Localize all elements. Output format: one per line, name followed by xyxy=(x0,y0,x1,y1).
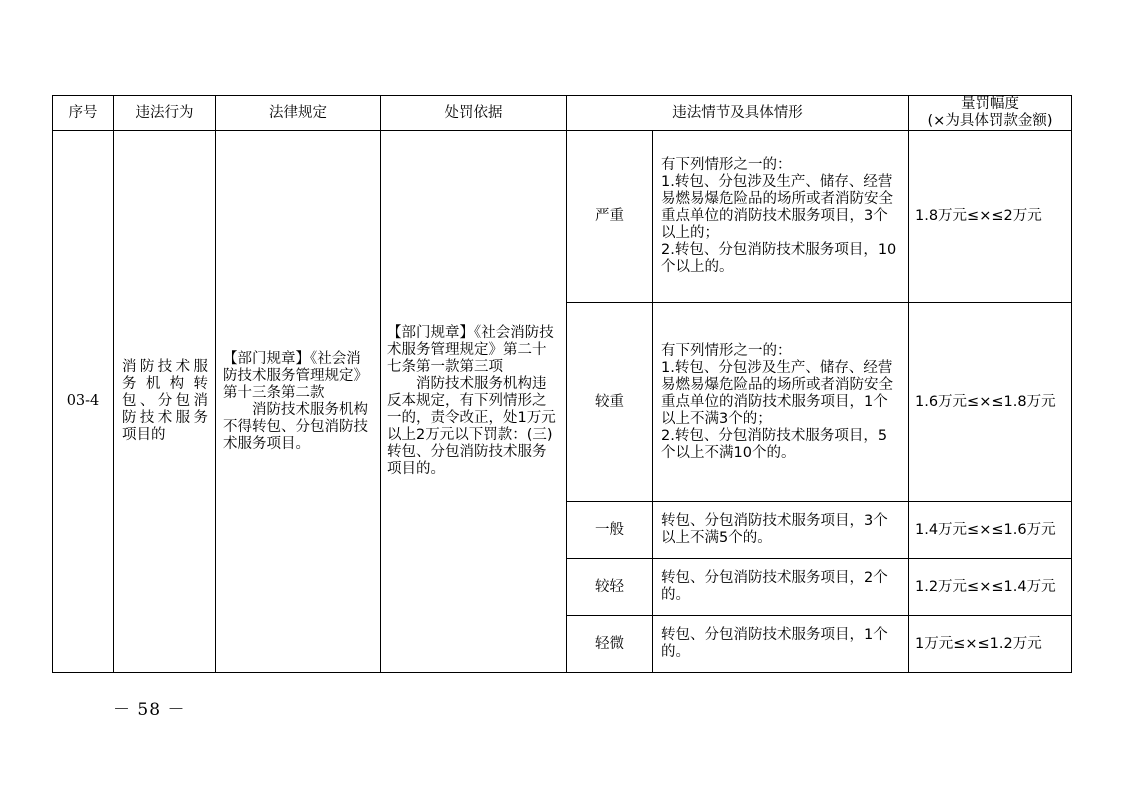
header-serial: 序号 xyxy=(53,96,114,131)
amount-cell: 1万元≤×≤1.2万元 xyxy=(909,616,1072,673)
circumstance-line: 有下列情形之一的： xyxy=(661,157,792,173)
level-cell: 较重 xyxy=(567,303,653,502)
amount-cell: 1.6万元≤×≤1.8万元 xyxy=(909,303,1072,502)
header-violation: 违法行为 xyxy=(114,96,216,131)
header-amount xyxy=(909,96,1072,131)
circumstance-cell xyxy=(653,131,909,303)
header-amount-line1: 量罚幅度 xyxy=(961,96,1019,112)
circumstance-line: 2.转包、分包消防技术服务项目，10个以上的。 xyxy=(661,242,897,275)
level-cell: 严重 xyxy=(567,131,653,303)
circumstance-cell xyxy=(653,502,909,559)
basis-cell xyxy=(381,131,567,673)
level-cell: 较轻 xyxy=(567,559,653,616)
amount-cell: 1.8万元≤×≤2万元 xyxy=(909,131,1072,303)
circumstance-cell xyxy=(653,303,909,502)
law-text: 消防技术服务机构不得转包、分包消防技术服务项目。 xyxy=(223,401,368,452)
penalty-table xyxy=(52,95,1072,673)
circumstance-line: 2.转包、分包消防技术服务项目，5个以上不满10个的。 xyxy=(661,427,888,461)
header-amount-line2: (×为具体罚款金额) xyxy=(927,113,1053,129)
header-circumstances: 违法情节及具体情形 xyxy=(567,96,909,131)
circumstance-cell xyxy=(653,559,909,616)
violation-cell: 消防技术服务机构转包、分包消防技术服务项目的 xyxy=(114,131,216,673)
amount-cell: 1.4万元≤×≤1.6万元 xyxy=(909,502,1072,559)
law-cell xyxy=(216,131,381,673)
header-law: 法律规定 xyxy=(216,96,381,131)
circumstance-line: 转包、分包消防技术服务项目，1个的。 xyxy=(661,627,888,660)
circumstance-line: 转包、分包消防技术服务项目，2个的。 xyxy=(661,570,888,603)
level-cell: 轻微 xyxy=(567,616,653,673)
page-number: － 58 － xyxy=(113,700,186,720)
serial-cell: 03-4 xyxy=(53,131,114,673)
circumstance-line: 1.转包、分包涉及生产、储存、经营易燃易爆危险品的场所或者消防安全重点单位的消防技术服务项目，3个以上的； xyxy=(661,174,893,241)
basis-title: 【部门规章】《社会消防技术服务管理规定》第二十七条第一款第三项 xyxy=(387,325,554,375)
header-basis: 处罚依据 xyxy=(381,96,567,131)
level-cell: 一般 xyxy=(567,502,653,559)
header-row xyxy=(53,96,1072,131)
amount-cell: 1.2万元≤×≤1.4万元 xyxy=(909,559,1072,616)
table-row xyxy=(53,131,1072,303)
law-title: 【部门规章】《社会消防技术服务管理规定》第十三条第二款 xyxy=(223,350,368,401)
circumstance-line: 有下列情形之一的： xyxy=(661,342,792,359)
circumstance-line: 1.转包、分包涉及生产、储存、经营易燃易爆危险品的场所或者消防安全重点单位的消防技术服务项目，1个以上不满3个的； xyxy=(661,359,893,427)
circumstance-line: 转包、分包消防技术服务项目，3个以上不满5个的。 xyxy=(661,513,888,546)
basis-text: 消防技术服务机构违反本规定，有下列情形之一的，责令改正，处1万元以上2万元以下罚款：(三)转包、分包消防技术服务项目的。 xyxy=(387,376,556,477)
circumstance-cell xyxy=(653,616,909,673)
